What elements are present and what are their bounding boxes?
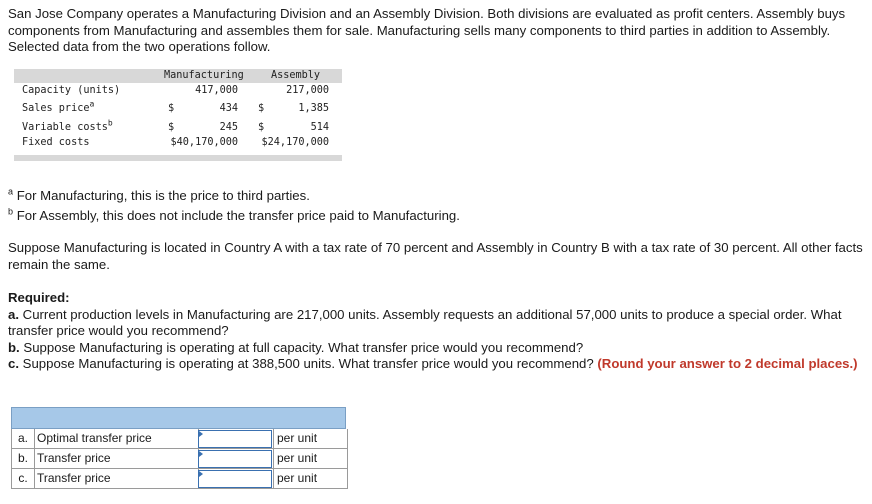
row-letter: b. — [11, 449, 35, 469]
currency-symbol: $ — [168, 122, 175, 133]
required-heading: Required: — [8, 290, 70, 305]
row-label-fixed-costs: Fixed costs — [22, 137, 90, 148]
variable-costs-assembly: 514 — [310, 122, 329, 133]
answer-input-b[interactable] — [198, 450, 272, 468]
footnote-mark-a: a — [89, 99, 95, 109]
currency-symbol: $ — [258, 103, 265, 114]
intro-paragraph: San Jose Company operates a Manufacturing Division and an Assembly Division. Both divisions are evaluated as profit centers. Assembly buys components from Manufacturing and assembles them for sale. Manufacturing sells many components to third parties in addition to Assembly. Selected data from the two operations follow. — [8, 6, 846, 54]
row-letter: a. — [11, 429, 35, 449]
answer-input-c[interactable] — [198, 470, 272, 488]
required-section — [8, 290, 864, 373]
answer-input-a[interactable] — [198, 430, 272, 448]
answer-row-a — [11, 429, 346, 449]
row-label: Optimal transfer price — [34, 429, 199, 449]
footnote-a: $^a$ For Manufacturing, this is the price to third parties. — [8, 186, 310, 203]
header-assembly: Assembly — [271, 70, 321, 81]
requirement-a: a. Current production levels in Manufacturing are 217,000 units. Assembly requests an additional 57,000 units to produce a special order. What transfer price would you recommend? — [8, 306, 842, 338]
fixed-costs-assembly: $24,170,000 — [261, 137, 329, 148]
sales-price-manufacturing: 434 — [219, 103, 238, 114]
row-label: Transfer price — [34, 449, 199, 469]
unit-label: per unit — [273, 449, 348, 469]
footnote-b: $^b$ For Assembly, this does not include the transfer price paid to Manufacturing. — [8, 206, 460, 223]
answer-row-b — [11, 449, 346, 469]
currency-symbol: $ — [168, 103, 175, 114]
answer-table-header — [11, 407, 346, 429]
answer-table — [11, 407, 346, 491]
scenario-paragraph: Suppose Manufacturing is located in Country A with a tax rate of 70 percent and Assembly in Country B with a tax rate of 30 percent. All other facts remain the same. — [8, 240, 863, 272]
capacity-assembly: 217,000 — [286, 85, 329, 96]
variable-costs-manufacturing: 245 — [219, 122, 238, 133]
rounding-instruction: (Round your answer to 2 decimal places.) — [597, 356, 858, 371]
row-label-sales-price: Sales price$^a$ — [22, 99, 95, 114]
row-letter: c. — [11, 469, 35, 489]
currency-symbol: $ — [258, 122, 265, 133]
requirement-c: c. Suppose Manufacturing is operating at 388,500 units. What transfer price would you recommend? (Round your answer to 2 decimal places.) — [8, 356, 858, 371]
capacity-manufacturing: 417,000 — [195, 85, 238, 96]
table-footer-bar — [14, 155, 342, 161]
header-manufacturing: Manufacturing — [164, 70, 244, 81]
unit-label: per unit — [273, 429, 348, 449]
division-data-table — [14, 69, 342, 161]
row-label: Transfer price — [34, 469, 199, 489]
sales-price-assembly: 1,385 — [298, 103, 329, 114]
requirement-b: b. Suppose Manufacturing is operating at full capacity. What transfer price would you recommend? — [8, 339, 584, 355]
footnote-mark-b: b — [107, 118, 113, 128]
unit-label: per unit — [273, 469, 348, 489]
row-label-variable-costs: Variable costs$^b$ — [22, 118, 113, 133]
row-label-capacity: Capacity (units) — [22, 85, 121, 96]
fixed-costs-manufacturing: $40,170,000 — [170, 137, 238, 148]
answer-row-c — [11, 469, 346, 489]
